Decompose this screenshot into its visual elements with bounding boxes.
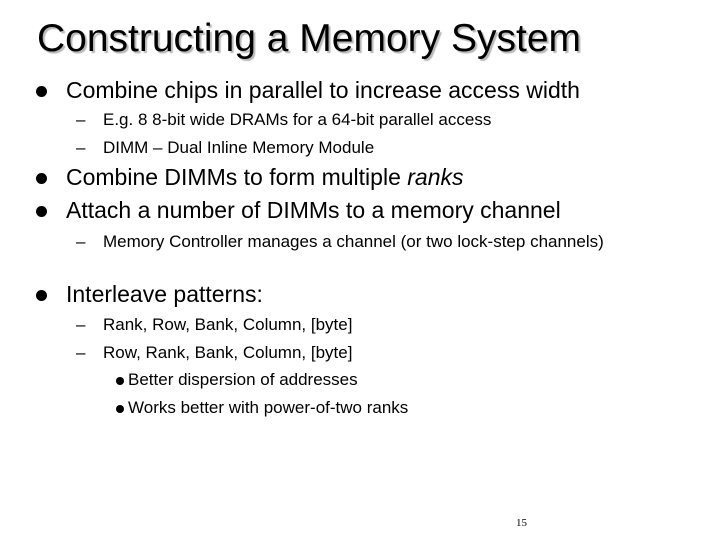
sub-bullet-text: E.g. 8 8-bit wide DRAMs for a 64-bit parallel access <box>103 110 492 129</box>
sub-sub-bullet-text: Works better with power-of-two ranks <box>128 398 409 417</box>
dash-icon: – <box>76 343 86 362</box>
dash-icon: – <box>76 110 86 129</box>
slide-title: Constructing a Memory System <box>37 17 582 60</box>
sub-sub-bullet-item <box>128 396 408 419</box>
bullet-text: Interleave patterns: <box>66 281 263 307</box>
dash-icon: – <box>76 232 86 251</box>
sub-sub-bullet-item <box>128 368 358 391</box>
sub-bullet-text: Memory Controller manages a channel (or two lock-step channels) <box>103 232 604 251</box>
sub-bullet-item <box>76 341 353 364</box>
bullet-item-2 <box>66 164 464 191</box>
dash-icon: – <box>76 315 86 334</box>
sub-bullet-item <box>76 313 353 336</box>
bullet-text: Combine chips in parallel to increase access width <box>66 77 580 103</box>
bullet-text-part: Combine DIMMs to form multiple <box>66 164 408 190</box>
sub-bullet-text: DIMM – Dual Inline Memory Module <box>103 138 375 157</box>
bullet-item-3 <box>66 197 561 224</box>
bullet-dot-icon <box>36 86 47 97</box>
bullet-dot-icon <box>116 405 124 413</box>
page-number: 15 <box>516 517 527 529</box>
bullet-item-1 <box>66 77 580 104</box>
dash-icon: – <box>76 138 86 157</box>
sub-bullet-item <box>76 136 375 159</box>
sub-bullet-item <box>76 230 638 253</box>
sub-bullet-item <box>76 108 492 131</box>
sub-bullet-text: Row, Rank, Bank, Column, [byte] <box>103 343 353 362</box>
bullet-text: Attach a number of DIMMs to a memory channel <box>66 197 561 223</box>
bullet-dot-icon <box>116 377 124 385</box>
sub-sub-bullet-text: Better dispersion of addresses <box>128 370 358 389</box>
emphasis-text: ranks <box>407 164 464 190</box>
bullet-dot-icon <box>36 290 47 301</box>
sub-bullet-text: Rank, Row, Bank, Column, [byte] <box>103 315 353 334</box>
bullet-dot-icon <box>36 173 47 184</box>
bullet-dot-icon <box>36 206 47 217</box>
bullet-item-4 <box>66 281 263 308</box>
